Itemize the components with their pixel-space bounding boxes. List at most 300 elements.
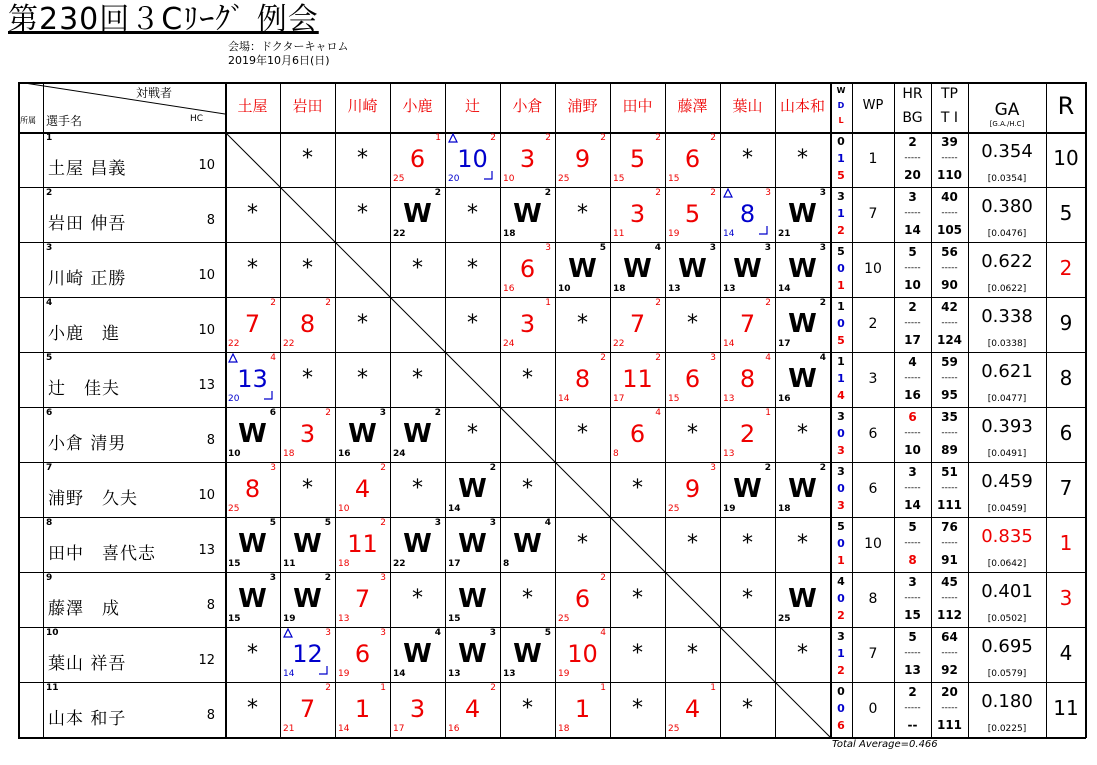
- unplayed-match-mark: *: [797, 641, 808, 666]
- player-number: 4: [46, 298, 53, 308]
- match-score: 8: [574, 365, 591, 393]
- player-number: 2: [46, 188, 53, 198]
- wins-count: 5: [837, 245, 845, 258]
- unplayed-match-mark: *: [302, 146, 313, 171]
- player-header-label: 選手名: [46, 114, 83, 128]
- player-handicap: 13: [198, 543, 215, 558]
- ga-per-handicap: [0.0622]: [987, 284, 1027, 294]
- losses-count: 5: [837, 169, 845, 182]
- unplayed-match-mark: *: [687, 421, 698, 446]
- match-high-run: 3: [710, 353, 716, 363]
- unplayed-match-mark: *: [797, 146, 808, 171]
- unplayed-match-mark: *: [577, 311, 588, 336]
- match-high-run: 4: [270, 353, 276, 363]
- match-high-run: 3: [489, 628, 496, 638]
- match-innings: 24: [393, 449, 406, 459]
- match-score: W: [403, 419, 432, 449]
- match-high-run: 3: [434, 518, 441, 528]
- general-average: 0.180: [981, 691, 1033, 712]
- match-innings: 11: [283, 559, 296, 569]
- win-points: 6: [868, 481, 878, 497]
- general-average: 0.622: [981, 251, 1033, 272]
- total-innings: 91: [941, 553, 958, 567]
- match-score: 8: [244, 475, 261, 503]
- match-high-run: 3: [380, 573, 386, 583]
- match-score: 3: [629, 200, 646, 228]
- match-innings: 16: [338, 449, 351, 459]
- match-score: 11: [622, 365, 653, 393]
- player-number: 8: [46, 518, 53, 528]
- match-high-run: 3: [270, 463, 276, 473]
- total-divider: -----: [941, 428, 958, 438]
- match-innings: 14: [393, 669, 406, 679]
- unplayed-match-mark: *: [247, 641, 258, 666]
- match-score: 1: [354, 695, 371, 723]
- bracket-corner-icon: [264, 386, 274, 396]
- match-high-run: 5: [599, 243, 606, 253]
- match-high-run: 2: [600, 353, 606, 363]
- match-score: 4: [684, 695, 701, 723]
- win-points: 7: [868, 646, 878, 662]
- draws-count: 1: [837, 372, 845, 385]
- unplayed-match-mark: *: [247, 696, 258, 721]
- ga-per-handicap: [0.0477]: [987, 394, 1027, 404]
- unplayed-match-mark: *: [632, 696, 643, 721]
- match-score: W: [348, 419, 377, 449]
- match-innings: 16: [503, 284, 515, 294]
- wins-count: 0: [837, 135, 845, 148]
- match-score: W: [293, 529, 322, 559]
- wins-count: 3: [837, 465, 845, 478]
- unplayed-match-mark: *: [412, 366, 423, 391]
- self-match-cell: [610, 517, 665, 572]
- row-divider: [18, 572, 1086, 573]
- general-average: 0.835: [981, 526, 1033, 547]
- high-run: 4: [908, 355, 917, 369]
- wins-count: 3: [837, 190, 845, 203]
- column-divider: [445, 82, 446, 737]
- match-score: W: [293, 584, 322, 614]
- unplayed-match-mark: *: [797, 531, 808, 556]
- match-score: 6: [354, 640, 371, 668]
- total-points: 76: [941, 520, 958, 534]
- high-run: 6: [908, 410, 917, 424]
- tie-marker-icon: [723, 188, 735, 200]
- match-score: W: [458, 584, 487, 614]
- total-divider: -----: [941, 263, 958, 273]
- opponent-name-3: 川崎: [347, 97, 378, 115]
- player-name: 小倉 清男: [48, 434, 127, 454]
- high-run-divider: -----: [904, 208, 921, 218]
- high-run-divider: -----: [904, 593, 921, 603]
- draws-count: 1: [837, 152, 845, 165]
- total-innings: 90: [941, 278, 958, 292]
- row-divider: [18, 242, 1086, 243]
- best-game: 14: [904, 223, 921, 237]
- match-score: 4: [464, 695, 481, 723]
- match-score: 1: [574, 695, 591, 723]
- unplayed-match-mark: *: [632, 586, 643, 611]
- total-points: 51: [941, 465, 958, 479]
- match-innings: 14: [283, 669, 295, 679]
- match-innings: 13: [668, 284, 681, 294]
- match-innings: 18: [778, 504, 791, 514]
- opponent-name-2: 岩田: [292, 97, 323, 115]
- match-score: W: [788, 309, 817, 339]
- win-points: 10: [864, 261, 882, 277]
- column-divider: [555, 82, 556, 737]
- general-average: 0.380: [981, 196, 1033, 217]
- match-innings: 15: [228, 559, 241, 569]
- match-high-run: 2: [710, 188, 716, 198]
- high-run-divider: -----: [904, 703, 921, 713]
- match-high-run: 3: [269, 573, 276, 583]
- match-high-run: 1: [710, 683, 716, 693]
- row-divider: [18, 517, 1086, 518]
- self-match-cell: [280, 187, 335, 242]
- match-score: 8: [739, 365, 756, 393]
- match-score: W: [788, 584, 817, 614]
- total-divider: -----: [941, 208, 958, 218]
- total-innings: 89: [941, 443, 958, 457]
- total-points: 45: [941, 575, 958, 589]
- win-points: 7: [868, 206, 878, 222]
- column-divider: [1046, 82, 1047, 737]
- total-divider: -----: [941, 318, 958, 328]
- self-match-cell: [665, 572, 720, 627]
- match-score: W: [458, 529, 487, 559]
- ga-per-handicap: [0.0491]: [987, 449, 1027, 459]
- unplayed-match-mark: *: [577, 201, 588, 226]
- match-high-run: 2: [380, 463, 386, 473]
- match-innings: 15: [448, 614, 461, 624]
- general-average: 0.459: [981, 471, 1033, 492]
- unplayed-match-mark: *: [412, 586, 423, 611]
- draws-count: 0: [837, 427, 845, 440]
- draws-count: 0: [837, 262, 845, 275]
- wins-count: 1: [837, 355, 845, 368]
- match-high-run: 2: [710, 133, 716, 143]
- player-handicap: 8: [206, 708, 215, 723]
- unplayed-match-mark: *: [467, 311, 478, 336]
- opponent-name-7: 浦野: [567, 97, 598, 115]
- player-number: 1: [46, 133, 53, 143]
- player-rank: 11: [1053, 696, 1079, 720]
- match-high-run: 2: [380, 518, 386, 528]
- match-innings: 8: [503, 559, 510, 569]
- match-high-run: 3: [710, 463, 716, 473]
- player-name: 辻 佳夫: [48, 379, 120, 399]
- match-high-run: 6: [269, 408, 276, 418]
- row-divider: [18, 187, 1086, 188]
- match-score: W: [623, 254, 652, 284]
- opponent-header-label: 対戦者: [136, 86, 173, 100]
- match-high-run: 4: [655, 408, 661, 418]
- opponent-name-5: 辻: [464, 97, 480, 115]
- match-high-run: 4: [600, 628, 606, 638]
- match-high-run: 2: [325, 683, 331, 693]
- match-innings: 25: [668, 724, 680, 734]
- match-innings: 10: [338, 504, 350, 514]
- losses-count: 3: [837, 499, 845, 512]
- match-innings: 13: [503, 669, 516, 679]
- unplayed-match-mark: *: [412, 256, 423, 281]
- high-run: 2: [908, 685, 917, 699]
- table-border-right: [1085, 82, 1087, 738]
- player-rank: 4: [1059, 641, 1073, 665]
- total-divider: -----: [941, 538, 958, 548]
- match-score: 7: [739, 310, 756, 338]
- match-innings: 25: [668, 504, 680, 514]
- best-game: 10: [904, 278, 921, 292]
- row-divider: [18, 627, 1086, 628]
- column-divider: [43, 82, 44, 737]
- match-high-run: 5: [324, 518, 331, 528]
- match-innings: 18: [503, 229, 516, 239]
- draws-count: 0: [837, 702, 845, 715]
- best-game: 17: [904, 333, 921, 347]
- unplayed-match-mark: *: [742, 696, 753, 721]
- match-innings: 25: [228, 504, 240, 514]
- match-score: W: [513, 199, 542, 229]
- match-innings: 13: [723, 394, 735, 404]
- wins-count: 3: [837, 630, 845, 643]
- match-high-run: 3: [379, 408, 386, 418]
- tie-marker-icon: [448, 133, 460, 145]
- match-score: 5: [629, 145, 646, 173]
- match-innings: 15: [613, 174, 625, 184]
- unplayed-match-mark: *: [522, 696, 533, 721]
- match-innings: 18: [283, 449, 295, 459]
- player-number: 9: [46, 573, 53, 583]
- match-score: 8: [739, 200, 756, 228]
- general-average: 0.393: [981, 416, 1033, 437]
- match-high-run: 3: [380, 628, 386, 638]
- match-high-run: 5: [269, 518, 276, 528]
- match-score: 3: [299, 420, 316, 448]
- ga-per-handicap: [0.0225]: [987, 724, 1027, 734]
- match-score: 13: [237, 365, 268, 393]
- match-score: 6: [629, 420, 646, 448]
- match-high-run: 2: [434, 408, 441, 418]
- self-match-cell: [225, 132, 280, 187]
- best-game: 10: [904, 443, 921, 457]
- match-high-run: 2: [324, 573, 331, 583]
- unplayed-match-mark: *: [467, 256, 478, 281]
- match-high-run: 4: [434, 628, 441, 638]
- match-innings: 17: [448, 559, 461, 569]
- ga-header-label: GA: [994, 100, 1020, 120]
- self-match-cell: [775, 682, 830, 737]
- column-divider: [775, 82, 776, 737]
- total-divider: -----: [941, 373, 958, 383]
- match-innings: 22: [228, 339, 240, 349]
- match-innings: 13: [723, 284, 736, 294]
- unplayed-match-mark: *: [742, 146, 753, 171]
- total-divider: -----: [941, 703, 958, 713]
- losses-count: 2: [837, 664, 845, 677]
- match-score: W: [403, 199, 432, 229]
- high-run-divider: -----: [904, 538, 921, 548]
- total-points: 56: [941, 245, 958, 259]
- match-innings: 10: [503, 174, 515, 184]
- player-name: 川崎 正勝: [48, 269, 127, 289]
- self-match-cell: [720, 627, 775, 682]
- match-high-run: 2: [600, 133, 606, 143]
- total-points: 64: [941, 630, 958, 644]
- match-high-run: 4: [819, 353, 826, 363]
- losses-count: 2: [837, 224, 845, 237]
- win-points: 10: [864, 536, 882, 552]
- match-score: 11: [347, 530, 378, 558]
- match-high-run: 2: [490, 683, 496, 693]
- match-score: W: [788, 364, 817, 394]
- match-high-run: 1: [545, 298, 551, 308]
- player-number: 3: [46, 243, 53, 253]
- ti-header-label: T I: [940, 110, 959, 126]
- high-run-divider: -----: [904, 153, 921, 163]
- match-score: 6: [684, 145, 701, 173]
- match-innings: 21: [283, 724, 295, 734]
- high-run-divider: -----: [904, 318, 921, 328]
- best-game: 13: [904, 663, 921, 677]
- wins-count: 5: [837, 520, 845, 533]
- player-handicap: 12: [198, 653, 215, 668]
- total-innings: 112: [936, 608, 963, 622]
- match-innings: 17: [778, 339, 791, 349]
- results-table: [18, 82, 1086, 738]
- match-innings: 19: [338, 669, 350, 679]
- player-handicap: 10: [198, 158, 215, 173]
- unplayed-match-mark: *: [357, 366, 368, 391]
- best-game: 8: [908, 553, 917, 567]
- total-points: 20: [941, 685, 958, 699]
- tie-marker-icon: [283, 628, 295, 640]
- self-match-cell: [500, 407, 555, 462]
- player-number: 6: [46, 408, 53, 418]
- losses-count: 3: [837, 444, 845, 457]
- player-name: 田中 喜代志: [48, 544, 156, 564]
- ga-per-handicap: [0.0354]: [987, 174, 1027, 184]
- match-score: 9: [684, 475, 701, 503]
- match-innings: 19: [283, 614, 296, 624]
- match-score: W: [788, 199, 817, 229]
- match-innings: 20: [448, 174, 460, 184]
- match-innings: 19: [558, 669, 570, 679]
- match-innings: 21: [778, 229, 791, 239]
- match-high-run: 3: [764, 243, 771, 253]
- opponent-name-9: 藤澤: [677, 97, 708, 115]
- high-run-divider: -----: [904, 373, 921, 383]
- total-innings: 124: [936, 333, 963, 347]
- opponent-name-4: 小鹿: [402, 97, 433, 115]
- match-score: 8: [299, 310, 316, 338]
- total-innings: 111: [936, 498, 963, 512]
- column-divider: [335, 82, 336, 737]
- unplayed-match-mark: *: [522, 476, 533, 501]
- unplayed-match-mark: *: [302, 476, 313, 501]
- match-innings: 24: [503, 339, 515, 349]
- match-score: W: [678, 254, 707, 284]
- match-innings: 17: [393, 724, 405, 734]
- player-name: 藤澤 成: [48, 599, 120, 619]
- tp-header-label: TP: [941, 86, 958, 102]
- column-divider: [280, 82, 281, 737]
- draws-count: 0: [837, 592, 845, 605]
- draws-count: 1: [837, 647, 845, 660]
- match-innings: 14: [448, 504, 461, 514]
- total-innings: 105: [936, 223, 963, 237]
- draws-count: 1: [837, 207, 845, 220]
- wdl-header-D: D: [837, 101, 845, 110]
- total-divider: -----: [941, 648, 958, 658]
- high-run: 5: [908, 245, 917, 259]
- total-points: 40: [941, 190, 958, 204]
- general-average: 0.695: [981, 636, 1033, 657]
- unplayed-match-mark: *: [687, 311, 698, 336]
- match-innings: 14: [723, 229, 735, 239]
- unplayed-match-mark: *: [357, 146, 368, 171]
- ga-per-handicap: [0.0502]: [987, 614, 1027, 624]
- match-high-run: 2: [655, 188, 661, 198]
- unplayed-match-mark: *: [247, 201, 258, 226]
- tie-marker-icon: [228, 353, 240, 365]
- row-divider: [18, 352, 1086, 353]
- match-high-run: 2: [764, 463, 771, 473]
- match-score: 3: [519, 310, 536, 338]
- total-divider: -----: [941, 153, 958, 163]
- player-number: 7: [46, 463, 53, 473]
- match-innings: 25: [393, 174, 405, 184]
- match-innings: 13: [723, 449, 735, 459]
- wins-count: 3: [837, 410, 845, 423]
- match-innings: 20: [228, 394, 240, 404]
- total-points: 39: [941, 135, 958, 149]
- venue-label: 会場：ドクターキャロム: [228, 40, 349, 53]
- match-high-run: 4: [654, 243, 661, 253]
- match-score: 10: [457, 145, 488, 173]
- match-score: W: [403, 639, 432, 669]
- high-run-divider: -----: [904, 263, 921, 273]
- table-border-left: [18, 82, 20, 737]
- player-number: 11: [46, 683, 59, 693]
- high-run: 5: [908, 520, 917, 534]
- player-rank: 9: [1059, 311, 1073, 335]
- match-high-run: 2: [655, 133, 661, 143]
- match-innings: 13: [448, 669, 461, 679]
- self-match-cell: [445, 352, 500, 407]
- player-number: 10: [46, 628, 59, 638]
- match-high-run: 3: [765, 188, 771, 198]
- total-innings: 95: [941, 388, 958, 402]
- wdl-header-W: W: [836, 86, 846, 95]
- win-points: 0: [868, 701, 878, 717]
- high-run: 3: [908, 190, 917, 204]
- losses-count: 1: [837, 554, 845, 567]
- match-high-run: 2: [545, 133, 551, 143]
- player-handicap: 13: [198, 378, 215, 393]
- match-high-run: 3: [819, 188, 826, 198]
- bracket-corner-icon: [484, 166, 494, 176]
- match-score: W: [733, 254, 762, 284]
- general-average: 0.338: [981, 306, 1033, 327]
- match-high-run: 3: [545, 243, 551, 253]
- high-run: 2: [908, 135, 917, 149]
- rank-header-label: R: [1057, 92, 1075, 120]
- player-name: 岩田 伸吾: [48, 214, 127, 234]
- match-high-run: 2: [325, 298, 331, 308]
- player-handicap: 10: [198, 488, 215, 503]
